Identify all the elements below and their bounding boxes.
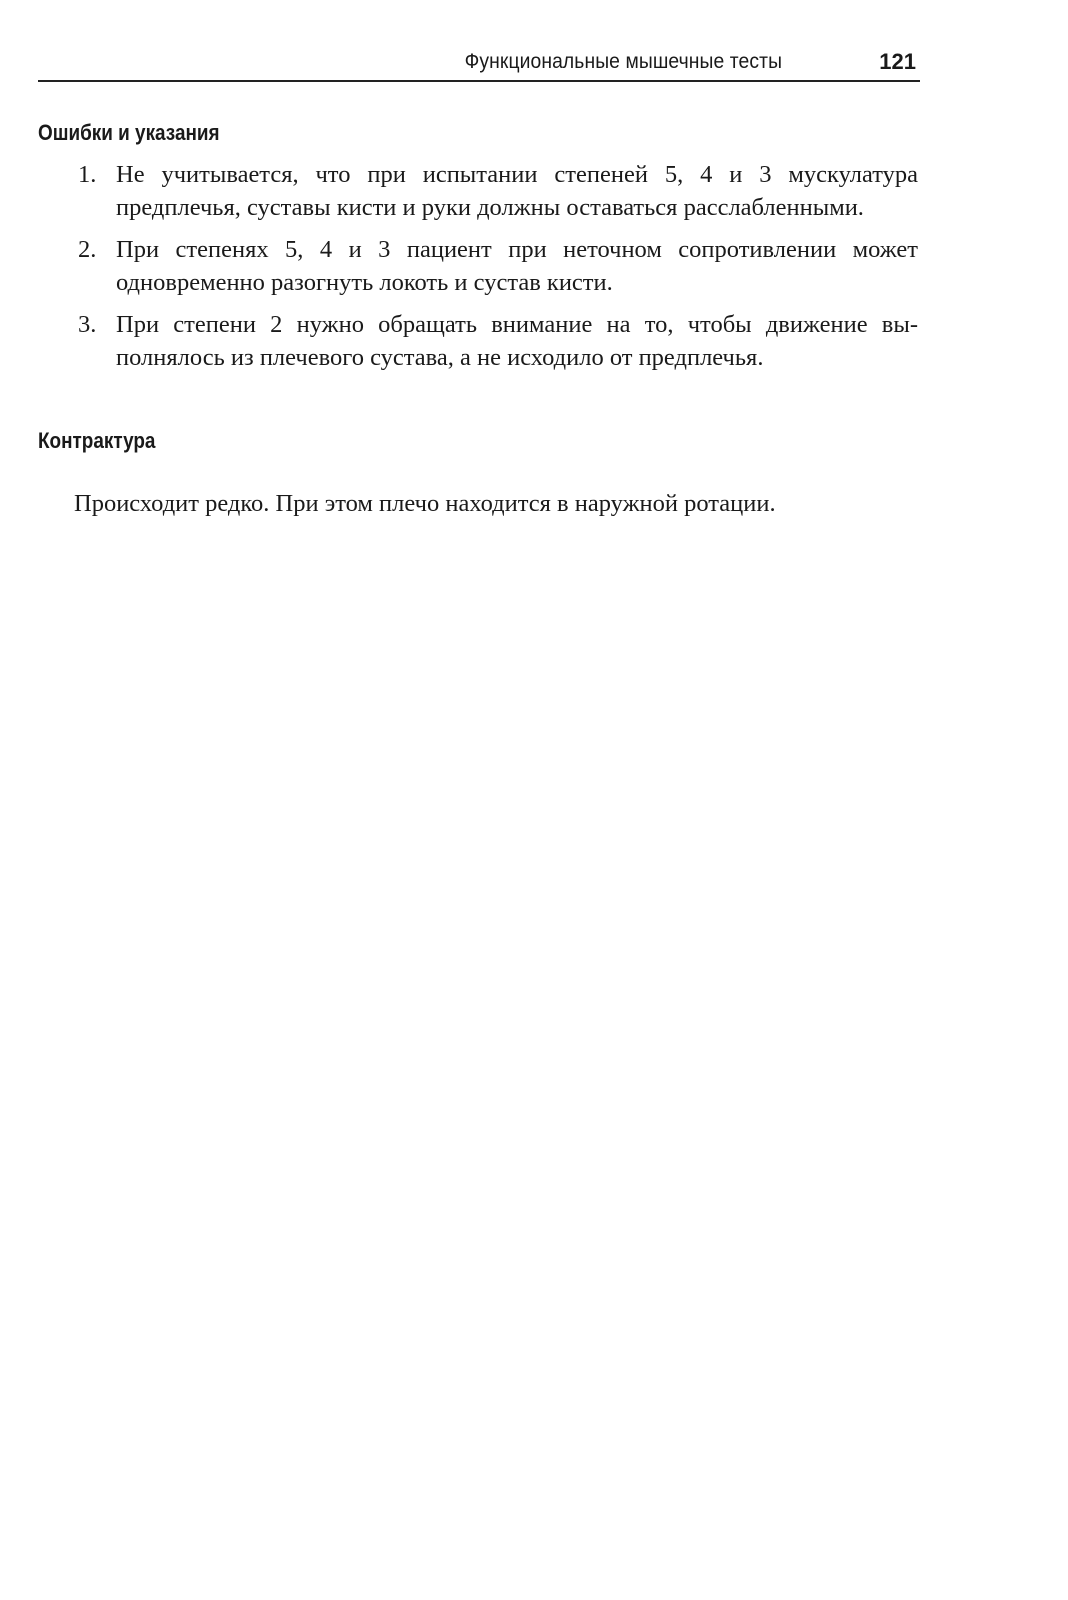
list-item bbox=[38, 308, 918, 374]
list-item-text: При степени 2 нужно обращать внимание на то, чтобы движение выполнялось из плечевого сустава, а не исходило от предплечья. bbox=[116, 311, 918, 371]
list-item bbox=[38, 233, 918, 299]
list-item bbox=[38, 158, 918, 224]
section-heading-contracture: Контрактура bbox=[38, 428, 156, 453]
running-header bbox=[38, 48, 920, 82]
errors-list bbox=[38, 158, 918, 383]
list-item-number: 3. bbox=[78, 311, 97, 338]
section-heading-errors: Ошибки и указания bbox=[38, 120, 220, 145]
list-item-text: При степенях 5, 4 и 3 пациент при неточном сопротивлении может одновременно разогнуть локоть и сустав кисти. bbox=[116, 236, 918, 296]
page-number: 121 bbox=[879, 49, 916, 74]
contracture-paragraph: Происходит редко. При этом плечо находится в наружной ротации. bbox=[74, 489, 776, 517]
list-item-number: 2. bbox=[78, 236, 97, 263]
running-title: Функциональные мышечные тесты bbox=[464, 50, 782, 73]
list-item-number: 1. bbox=[78, 161, 97, 188]
list-item-text: Не учитывается, что при испытании степеней 5, 4 и 3 мускулатура предплечья, суставы кисти и руки должны оставаться расслабленными. bbox=[116, 161, 918, 221]
